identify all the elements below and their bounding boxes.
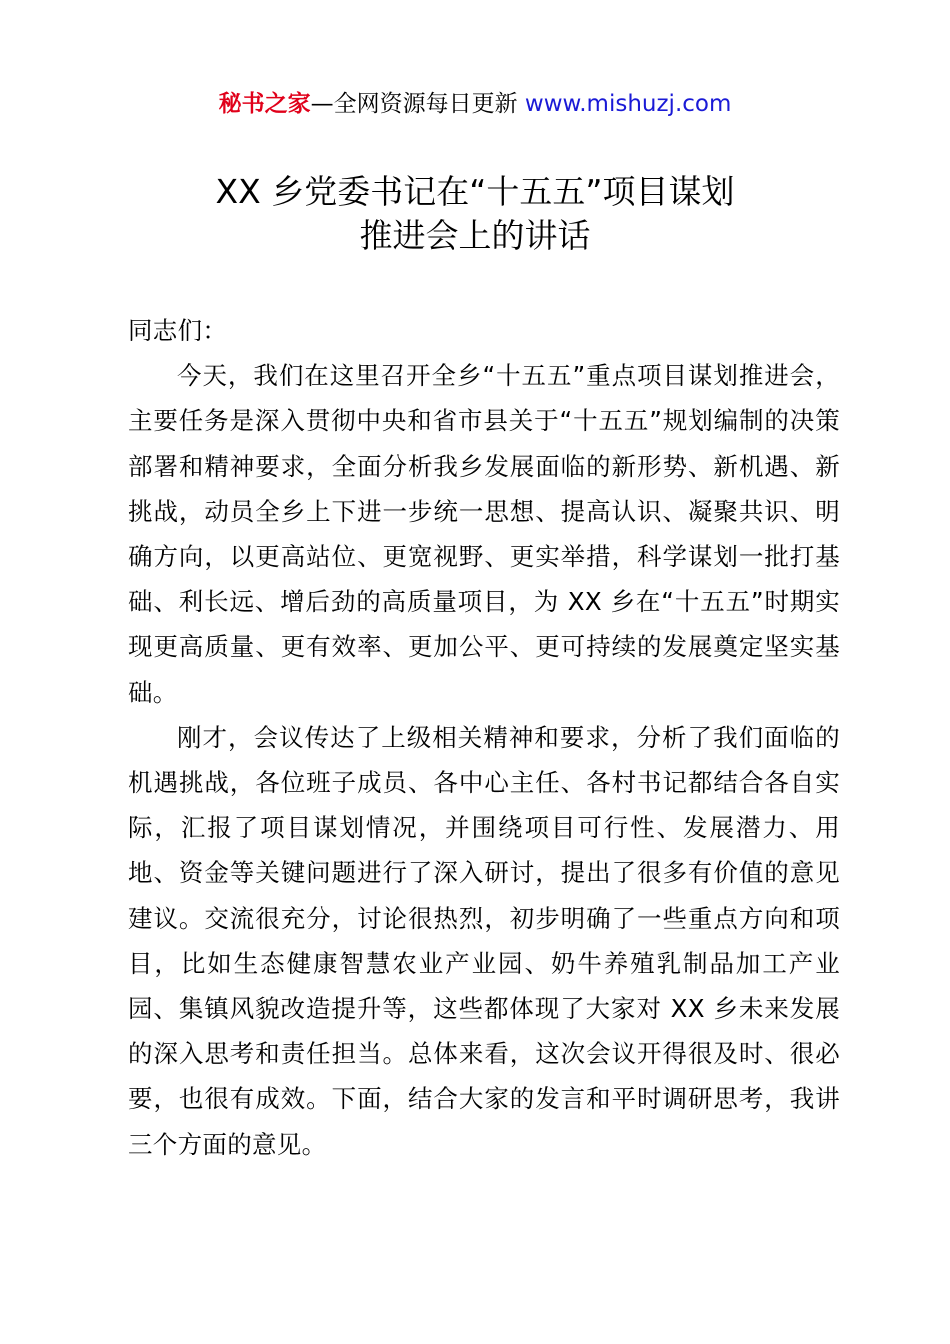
paragraph-2: 刚才，会议传达了上级相关精神和要求，分析了我们面临的机遇挑战，各位班子成员、各中心主任、各村书记都结合各自实际，汇报了项目谋划情况，并围绕项目可行性、发展潜力、用地、资金等关键问题进行了深入研讨，提出了很多有价值的意见建议。交流很充分，讨论很热烈，初步明确了一些重点方向和项目，比如生态健康智慧农业产业园、奶牛养殖乳制品加工产业园、集镇风貌改造提升等，这些都体现了大家对 XX 乡未来发展的深入思考和责任担当。总体来看，这次会议开得很及时、很必要，也很有成效。下面，结合大家的发言和平时调研思考，我讲三个方面的意见。: [128, 722, 840, 1159]
site-url-link[interactable]: www.mishuzj.com: [524, 91, 732, 117]
site-header: [0, 88, 950, 120]
paragraph-1: 今天，我们在这里召开全乡“十五五”重点项目谋划推进会，主要任务是深入贯彻中央和省市县关于“十五五”规划编制的决策部署和精神要求，全面分析我乡发展面临的新形势、新机遇、新挑战，动员全乡上下进一步统一思想、提高认识、凝聚共识、明确方向，以更高站位、更宽视野、更实举措，科学谋划一批打基础、利长远、增后劲的高质量项目，为 XX 乡在“十五五”时期实现更高质量、更有效率、更加公平、更可持续的发展奠定坚实基础。: [128, 361, 840, 707]
site-slogan: —全网资源每日更新: [310, 91, 525, 117]
document-title: [0, 170, 950, 258]
document-body: [128, 308, 840, 1167]
site-brand: 秘书之家: [218, 91, 311, 117]
salutation: 同志们：: [128, 316, 228, 345]
title-line-1: XX 乡党委书记在“十五五”项目谋划: [215, 172, 735, 211]
title-line-2: 推进会上的讲话: [359, 216, 591, 255]
